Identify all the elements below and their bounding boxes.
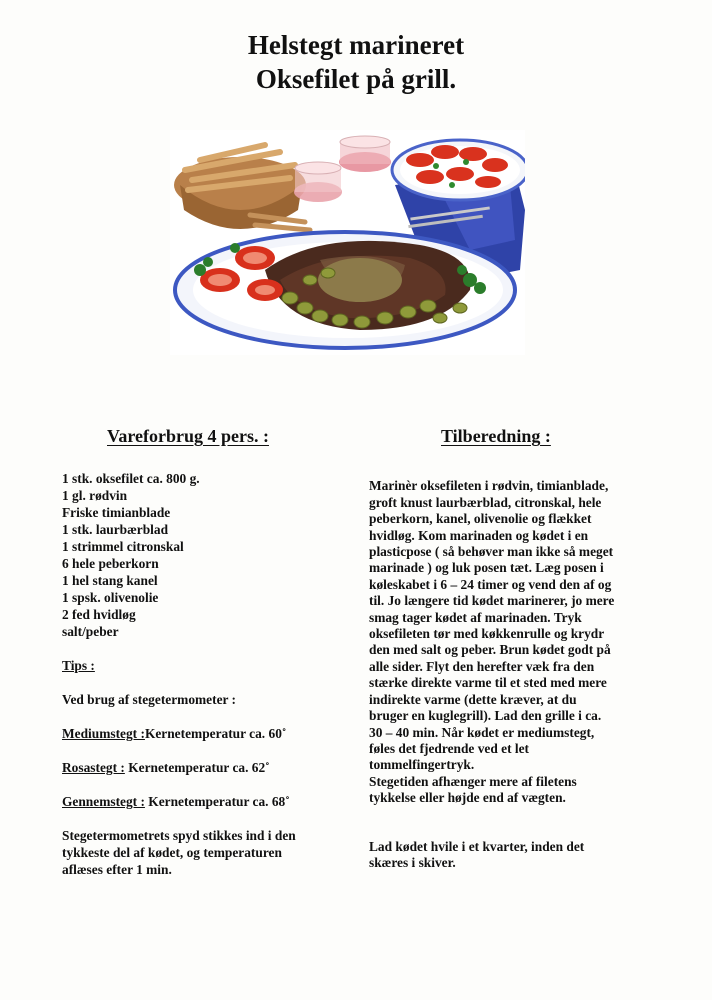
preparation-column — [369, 462, 639, 888]
preparation-heading: Tilberedning : — [441, 426, 551, 446]
recipe-title — [0, 28, 712, 96]
doneness-label: Gennemstegt : — [62, 794, 145, 809]
ingredient-item: 1 stk. laurbærblad — [62, 522, 169, 537]
doneness-well-done — [62, 793, 352, 810]
note-line: aflæses efter 1 min. — [62, 862, 172, 877]
tips-heading: Tips : — [62, 658, 95, 673]
preparation-paragraph: Marinèr oksefileten i rødvin, timianblade, groft knust laurbærblad, citronskal, hele peberkorn, kanel, olivenolie og flækket hvidløg. Kom marinaden og kødet i en plasticpose ( så behøver man ikke så meget marinade ) og luk posen tæt. Læg posen i køleskabet i 6 – 24 timer og vend den af og til. Jo længere tid kødet marinerer, jo mere smag tager kødet af marinaden. Tryk oksefileten tør med køkkenrulle og krydr den med salt og peber. Brun kødet godt på alle sider. Flyt den herefter væk fra den stærke direkte varme til et sted med mere indirekte varme (dette kræver, at du bruger en kuglegrill). Lad den grille i ca. 30 – 40 min. Når kødet er mediumstegt, føles det fjedrende ved et let tommelfingertryk. Stegetiden afhænger mere af filetens tykkelse eller højde end af vægten. — [369, 478, 615, 806]
title-line-1: Helstegt marineret — [247, 30, 465, 60]
doneness-label: Mediumstegt : — [62, 726, 145, 741]
resting-paragraph: Lad kødet hvile i et kvarter, inden det skæres i skiver. — [369, 838, 585, 871]
ingredient-item: Friske timianblade — [62, 505, 171, 520]
tips-intro: Ved brug af stegetermometer : — [62, 692, 237, 707]
title-line-2: Oksefilet på grill. — [255, 64, 457, 94]
ingredient-list — [62, 470, 352, 640]
doneness-temp: Kernetemperatur ca. 68˚ — [144, 794, 290, 809]
ingredient-item: salt/peber — [62, 624, 119, 639]
doneness-temp: Kernetemperatur ca. 60˚ — [144, 726, 287, 741]
ingredients-column — [62, 470, 352, 878]
ingredient-item: 2 fed hvidløg — [62, 607, 136, 622]
ingredient-item: 1 strimmel citronskal — [62, 539, 184, 554]
ingredient-item: 1 gl. rødvin — [62, 488, 128, 503]
doneness-label: Rosastegt : — [62, 760, 125, 775]
doneness-medium — [62, 725, 352, 742]
food-photo — [170, 130, 525, 355]
note-line: Stegetermometrets spyd stikkes ind i den — [62, 828, 296, 843]
ingredient-item: 6 hele peberkorn — [62, 556, 159, 571]
ingredient-item: 1 spsk. olivenolie — [62, 590, 159, 605]
ingredients-heading: Vareforbrug 4 pers. : — [107, 426, 269, 446]
doneness-temp: Kernetemperatur ca. 62˚ — [124, 760, 270, 775]
ingredient-item: 1 hel stang kanel — [62, 573, 158, 588]
ingredient-item: 1 stk. oksefilet ca. 800 g. — [62, 471, 200, 486]
thermometer-note — [62, 827, 352, 878]
note-line: tykkeste del af kødet, og temperaturen — [62, 845, 282, 860]
doneness-rosa — [62, 759, 352, 776]
